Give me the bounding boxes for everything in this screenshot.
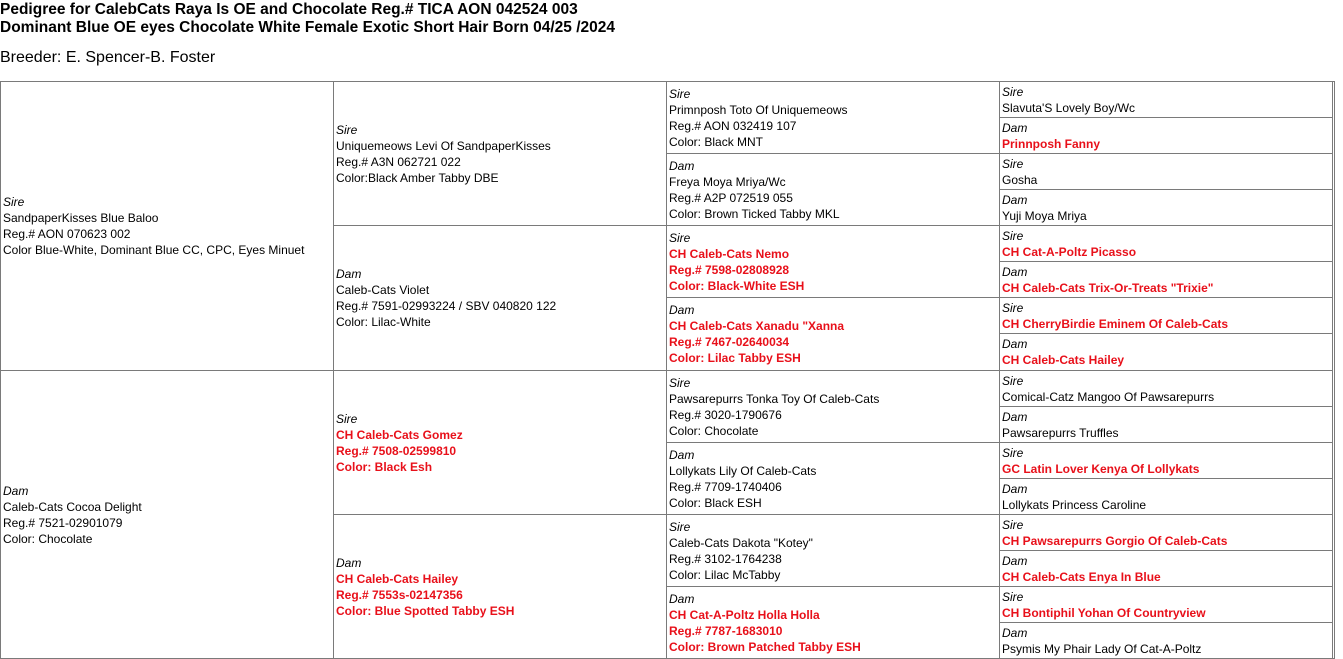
pedigree-title [0, 1, 615, 37]
role-label: Sire [669, 230, 691, 245]
gen4-cell-3-sire [999, 153, 1333, 190]
role-label: Dam [669, 591, 695, 606]
gen4-cell-13-sire [999, 514, 1333, 551]
role-label: Dam [1002, 264, 1028, 279]
cat-name: Psymis My Phair Lady Of Cat-A-Poltz [1002, 641, 1202, 656]
role-label: Sire [1002, 228, 1024, 243]
cat-color: Color: Blue Spotted Tabby ESH [336, 603, 515, 618]
reg-number: Reg.# 7467-02640034 [669, 335, 790, 349]
gen4-cell-8-dam [999, 333, 1333, 371]
cat-name: Uniquemeows Levi Of SandpaperKisses [336, 138, 551, 153]
cat-color: Color Blue-White, Dominant Blue CC, CPC, Eyes Minuet [3, 243, 305, 257]
gen3-cell-5-sire [666, 370, 1000, 443]
reg-number: Reg.# 3102-1764238 [669, 551, 782, 566]
cat-name: SandpaperKisses Blue Baloo [3, 211, 159, 225]
role-label: Dam [3, 483, 29, 498]
reg-number: Reg.# 7508-02599810 [336, 443, 457, 458]
role-label: Dam [1002, 625, 1028, 640]
gen1-cell-2-dam [0, 370, 334, 659]
gen4-cell-1-sire [999, 81, 1333, 118]
gen3-cell-3-sire [666, 225, 1000, 298]
cat-color: Color: Black Esh [336, 459, 433, 474]
cat-name: Comical-Catz Mangoo Of Pawsarepurrs [1002, 389, 1215, 404]
cat-color: Color: Lilac McTabby [669, 567, 781, 582]
reg-number: Reg.# 7709-1740406 [669, 479, 782, 494]
cat-name: CH Cat-A-Poltz Holla Holla [669, 607, 820, 622]
gen4-cell-4-dam [999, 189, 1333, 226]
cat-name: CH CherryBirdie Eminem Of Caleb-Cats [1002, 316, 1229, 331]
cat-name: Gosha [1002, 172, 1038, 187]
gen4-cell-12-dam [999, 478, 1333, 515]
cat-name: CH Cat-A-Poltz Picasso [1002, 244, 1137, 259]
cat-name: Pawsarepurrs Truffles [1002, 425, 1119, 440]
gen3-cell-7-sire [666, 514, 1000, 587]
cat-color: Color: Black ESH [669, 495, 762, 510]
gen4-cell-15-sire [999, 586, 1333, 623]
gen2-cell-3-sire [333, 370, 667, 515]
cat-name: Slavuta'S Lovely Boy/Wc [1002, 100, 1136, 115]
cat-name: CH Caleb-Cats Nemo [669, 246, 790, 261]
role-label: Dam [1002, 409, 1028, 424]
gen4-cell-14-dam [999, 550, 1333, 587]
gen4-cell-16-dam [999, 622, 1333, 659]
cat-name: Lollykats Princess Caroline [1002, 497, 1147, 512]
reg-number: Reg.# 7787-1683010 [669, 623, 783, 638]
cat-name: Prinnposh Fanny [1002, 136, 1101, 151]
cat-name: CH Caleb-Cats Gomez [336, 427, 463, 442]
cat-color: Color: Brown Ticked Tabby MKL [669, 206, 840, 221]
cat-color: Color: Lilac Tabby ESH [669, 351, 801, 365]
reg-number: Reg.# 7591-02993224 / SBV 040820 122 [336, 299, 557, 313]
gen4-cell-9-sire [999, 370, 1333, 407]
role-label: Sire [336, 122, 358, 137]
role-label: Sire [1002, 373, 1024, 388]
cat-name: Primnposh Toto Of Uniquemeows [669, 102, 848, 117]
gen3-cell-1-sire [666, 81, 1000, 154]
role-label: Dam [336, 267, 362, 281]
reg-number: Reg.# 7598-02808928 [669, 262, 790, 277]
role-label: Sire [336, 411, 358, 426]
cat-color: Color: Lilac-White [336, 315, 431, 329]
gen4-cell-2-dam [999, 117, 1333, 154]
role-label: Sire [1002, 445, 1024, 460]
role-label: Dam [1002, 481, 1028, 496]
reg-number: Reg.# 3020-1790676 [669, 407, 782, 422]
gen1-cell-1-sire [0, 81, 334, 371]
reg-number: Reg.# A2P 072519 055 [669, 190, 793, 205]
gen3-cell-4-dam [666, 297, 1000, 371]
reg-number: Reg.# AON 070623 002 [3, 227, 131, 241]
reg-number: Reg.# 7553s-02147356 [336, 587, 463, 602]
role-label: Dam [1002, 120, 1028, 135]
reg-number: Reg.# AON 032419 107 [669, 118, 797, 133]
cat-name: CH Pawsarepurrs Gorgio Of Caleb-Cats [1002, 533, 1228, 548]
gen3-cell-2-dam [666, 153, 1000, 226]
cat-color: Color: Brown Patched Tabby ESH [669, 639, 861, 654]
gen4-cell-6-dam [999, 261, 1333, 298]
cat-color: Color: Black MNT [669, 134, 764, 149]
cat-name: Freya Moya Mriya/Wc [669, 174, 786, 189]
cat-name: CH Bontiphil Yohan Of Countryview [1002, 605, 1206, 620]
cat-color: Color:Black Amber Tabby DBE [336, 170, 499, 185]
gen4-cell-10-dam [999, 406, 1333, 443]
gen4-cell-5-sire [999, 225, 1333, 262]
cat-name: CH Caleb-Cats Enya In Blue [1002, 569, 1161, 584]
role-label: Sire [1002, 517, 1024, 532]
cat-name: Caleb-Cats Cocoa Delight [3, 499, 142, 514]
role-label: Sire [669, 375, 691, 390]
reg-number: Reg.# A3N 062721 022 [336, 154, 461, 169]
breeder-text: Breeder: E. Spencer-B. Foster [0, 49, 216, 66]
title-line-2: Dominant Blue OE eyes Chocolate White Female Exotic Short Hair Born 04/25 /2024 [0, 19, 616, 36]
role-label: Dam [669, 447, 695, 462]
cat-name: Caleb-Cats Dakota "Kotey" [669, 535, 813, 550]
cat-name: GC Latin Lover Kenya Of Lollykats [1002, 461, 1200, 476]
cat-color: Color: Chocolate [669, 423, 759, 438]
role-label: Dam [669, 303, 695, 317]
role-label: Sire [1002, 300, 1024, 315]
role-label: Dam [669, 158, 695, 173]
cat-name: Lollykats Lily Of Caleb-Cats [669, 463, 817, 478]
cat-color: Color: Chocolate [3, 531, 93, 546]
cat-color: Color: Black-White ESH [669, 278, 805, 293]
cat-name: CH Caleb-Cats Hailey [336, 571, 459, 586]
role-label: Sire [1002, 156, 1024, 171]
cat-name: CH Caleb-Cats Xanadu "Xanna [669, 319, 845, 333]
title-line-1: Pedigree for CalebCats Raya Is OE and Chocolate Reg.# TICA AON 042524 003 [0, 1, 578, 18]
gen2-cell-2-dam [333, 225, 667, 371]
cat-name: Pawsarepurrs Tonka Toy Of Caleb-Cats [669, 391, 880, 406]
gen4-cell-11-sire [999, 442, 1333, 479]
reg-number: Reg.# 7521-02901079 [3, 515, 123, 530]
gen2-cell-4-dam [333, 514, 667, 659]
role-label: Dam [1002, 337, 1028, 351]
role-label: Dam [1002, 553, 1028, 568]
cat-name: Caleb-Cats Violet [336, 283, 430, 297]
role-label: Dam [336, 555, 362, 570]
cat-name: CH Caleb-Cats Hailey [1002, 353, 1125, 367]
role-label: Sire [1002, 589, 1024, 604]
role-label: Sire [1002, 84, 1024, 99]
gen3-cell-8-dam [666, 586, 1000, 659]
cat-name: CH Caleb-Cats Trix-Or-Treats "Trixie" [1002, 280, 1214, 295]
role-label: Sire [3, 195, 25, 209]
pedigree-table [0, 81, 1335, 659]
role-label: Sire [669, 86, 691, 101]
role-label: Sire [669, 519, 691, 534]
gen3-cell-6-dam [666, 442, 1000, 515]
role-label: Dam [1002, 192, 1028, 207]
cat-name: Yuji Moya Mriya [1002, 208, 1087, 223]
gen4-cell-7-sire [999, 297, 1333, 334]
gen2-cell-1-sire [333, 81, 667, 226]
